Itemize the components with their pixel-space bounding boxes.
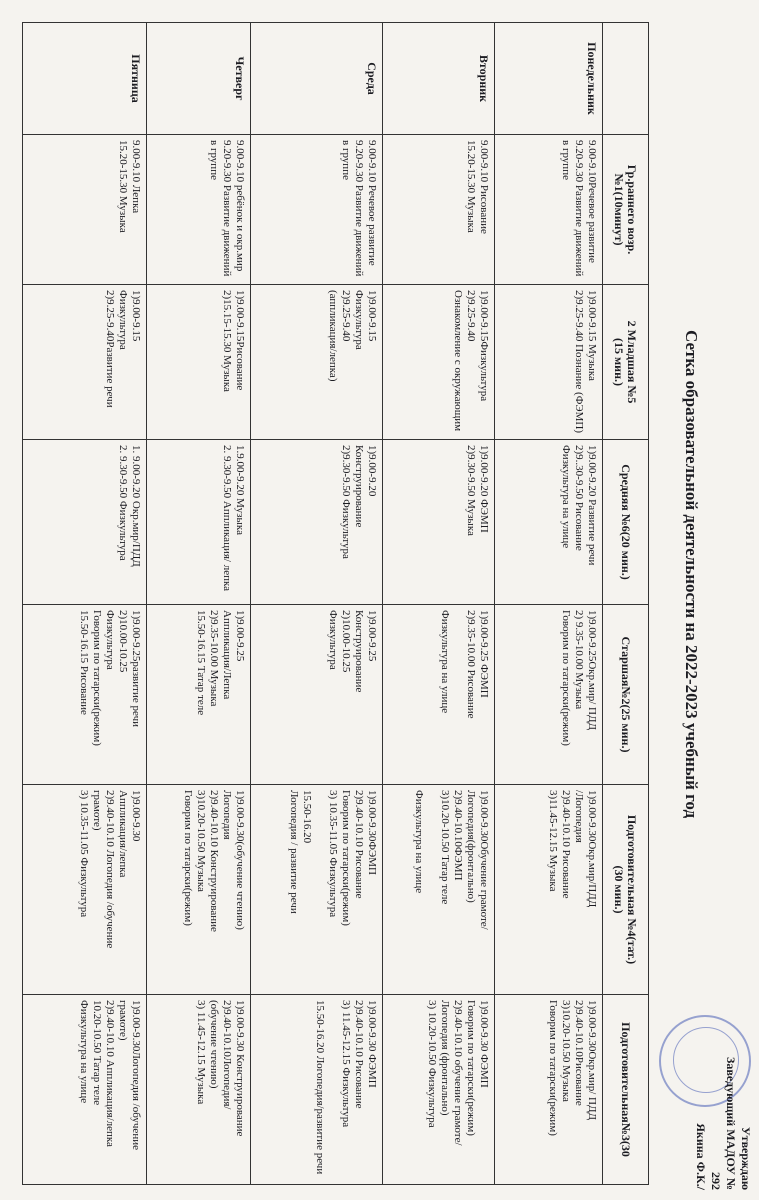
schedule-cell [251,440,383,605]
schedule-cell-text: 1)9.00-9.15 Музыка 2)9.25-9.40 Познание (ФЭМП) [573,290,598,434]
schedule-cell [251,995,383,1185]
schedule-cell [147,995,251,1185]
table-row [147,23,251,1185]
schedule-cell-text: 1)9.00-9.30ФЭМП 2)9.40-10.10 Рисование Говорим по татарски(режим) 3) 10.35-11.05 Физкультура 15.50-16.20 Логопедия / развитие речи [288,790,378,926]
schedule-cell [383,995,495,1185]
schedule-cell-text: 1)9.00-9.25 ФЭМП 2)9.35-10.00 Рисование Физкультура на улице [439,610,490,719]
column-header: Старшая№2(25 мин.) [603,605,649,785]
schedule-cell [23,135,147,285]
schedule-cell-text: 1)9.00-9.30Окр.мир/ПДД /Логопедия 2)9.40-10.10 Рисование 3)11.45-12.15 Музыка [547,790,598,908]
column-header: Гр.раннего возр. №1(10минут) [603,135,649,285]
schedule-cell-text: 1)9.00-9.20 Развитие речи 2)9..30-9.50 Рисование Физкультура на улице [560,445,598,566]
schedule-cell [383,135,495,285]
schedule-cell-text: 1)9.00-9.30Окр.мир/ ПДД 2)9.40-10.10Рисование 3)10.20-10.50 Музыка Говорим по татарски(режим) [547,1000,598,1136]
schedule-cell-text: 1. 9.00-9.20 Окр.мир/ПДД 2. 9.30-9.50 Физкультура [117,445,142,567]
schedule-cell [147,135,251,285]
column-header: 2 Младшая №5 (15 мин.) [603,285,649,440]
schedule-cell-text: 1)9.00-9.25 Аппликация/Лепка 2)9.35-10.00 Музыка 15.50-16.15 Татар теле [195,610,246,716]
schedule-cell [147,605,251,785]
schedule-cell [495,605,603,785]
schedule-cell [383,605,495,785]
schedule-cell-text: 9.00-9.10 ребёнок и окр.мир 9.20-9.30 Развитие движений в группе [208,140,246,277]
schedule-cell-text: 9.00-9.10 Лепка 15.20-15.30 Музыка [117,140,142,233]
table-row [495,23,603,1185]
schedule-cell-text: 9.00-9.10Речевое развитие 9.20-9.30 Развитие движений в группе [560,140,598,277]
table-row [383,23,495,1185]
schedule-cell [251,605,383,785]
schedule-cell-text: 1)9.00-9.15Рисование 2)15.15-15.30 Музыка [221,290,246,392]
table-row [23,23,147,1185]
day-label: Четверг [147,23,251,135]
approval-line-1: Утверждаю [739,1126,753,1190]
approval-line-3: Якина Ф.К./ [694,1123,708,1190]
day-label: Среда [251,23,383,135]
schedule-cell-text: 1)9.00-9.30 Конструирование 2)9.40-10.10Логопедия/ (обучение чтению) 3) 11.45-12.15 Музыка [195,1000,246,1137]
schedule-cell-text: 1.9.00-9.20 Музыка 2. 9.30-9.50 Аппликация/ лепка [221,445,246,592]
schedule-cell-text: 1)9.00-9.30Логопедия /обучение грамоте) 2)9.40-10.10 Аппликация/лепка 10.20-10.50 Татар теле Физкультура на улице [78,1000,142,1150]
schedule-cell-text: 1)9.00-9.30Обучение грамоте/Логопедия(фронтально) 2)9.40-10.10ФЭМП 3)10.20-10.50 Татар теле Физкультура на улице [413,790,490,930]
day-label: Понедельник [495,23,603,135]
schedule-cell-text: 9.00-9.10 Рисование 15.20-15.30 Музыка [465,140,490,234]
schedule-cell-text: 1)9.00-9.30 ФЭМП Говорим по татарски(режим) 2)9.40-10.10 обучение грамоте/ Логопедия (фронтально) 3) 10.20-10.50 Физкультура [426,1000,490,1146]
schedule-cell-text: 1)9.00-9.15 Физкультура 2)9.25-9.40Развитие речи [104,290,142,408]
schedule-cell [23,440,147,605]
schedule-cell [251,785,383,995]
schedule-cell [495,285,603,440]
schedule-cell [251,135,383,285]
schedule-table [22,22,649,1185]
day-label: Пятница [23,23,147,135]
schedule-cell-text: 1)9.00-9.30 ФЭМП 2)9.40-10.10 Рисование 3) 11.45-12.15 Физкультура 15.50-16.20 Логопедия/развитие речи [314,1000,378,1175]
schedule-cell [383,440,495,605]
schedule-cell [383,785,495,995]
column-header: Подготовительная №4(тат.) (30 мин.) [603,785,649,995]
day-label: Вторник [383,23,495,135]
schedule-cell [147,785,251,995]
schedule-cell-text: 1)9.00-9.25 Конструирование 2)10.00-10.25 Физкультура [327,610,378,693]
approval-line-2: Заведующий МАДОУ № 292 [709,1057,738,1190]
schedule-cell-text: 1)9.00-9.30(обучение чтению) Логопедия 2)9.40-10.10 Конструирование 3)10.20-10.50 Музыка Говорим по татарски(режим) [182,790,246,932]
schedule-cell [23,605,147,785]
page-title: Сетка образовательной деятельности на 2022-2023 учебный год [682,330,701,819]
schedule-cell [23,785,147,995]
column-header: Подготовительная№3(30 [603,995,649,1185]
schedule-cell-text: 1)9.00-9.20 Конструирование 2)9.30-9.50 Физкультура [340,445,378,559]
schedule-cell-text: 1)9.00-9.25развитие речи 2)10.00-10.25 Физкультура Говорим по татарски(режим) 15.50-16.15 Рисование [78,610,142,746]
approval-block [693,1040,753,1190]
schedule-cell-text: 1)9.00-9.15Физкультура 2)9.25-9.40 Ознакомление с окружающим [452,290,490,432]
schedule-cell [495,995,603,1185]
column-header: Средняя №6(20 мин.) [603,440,649,605]
schedule-cell [383,285,495,440]
schedule-cell [251,285,383,440]
schedule-cell-text: 1)9.00-9.15 Физкультура 2)9.25-9.40 (аппликация/лепка) [327,290,378,382]
schedule-cell [495,440,603,605]
schedule-cell-text: 1)9.00-9.30 Аппликация/лепка 2)9.40-10.10 Логопедия /обучение грамоте) 3) 10.35-11.05 Физкультура [78,790,142,949]
schedule-cell-text: 1)9.00-9.20 ФЭМП 2)9.30-9.50 Музыка [465,445,490,536]
schedule-cell-text: 1)9.00-9.25Окр.мир/ ПДД 2) 9.35-10.00 Музыка Говорим по татарски(режим) [560,610,598,746]
schedule-cell [23,285,147,440]
schedule-cell [495,785,603,995]
schedule-cell [23,995,147,1185]
schedule-cell [495,135,603,285]
table-row [251,23,383,1185]
schedule-cell [147,285,251,440]
corner-cell [603,23,649,135]
schedule-cell-text: 9.00-9.10 Речевое развитие 9.20-9.30 Развитие движений в группе [340,140,378,277]
schedule-cell [147,440,251,605]
